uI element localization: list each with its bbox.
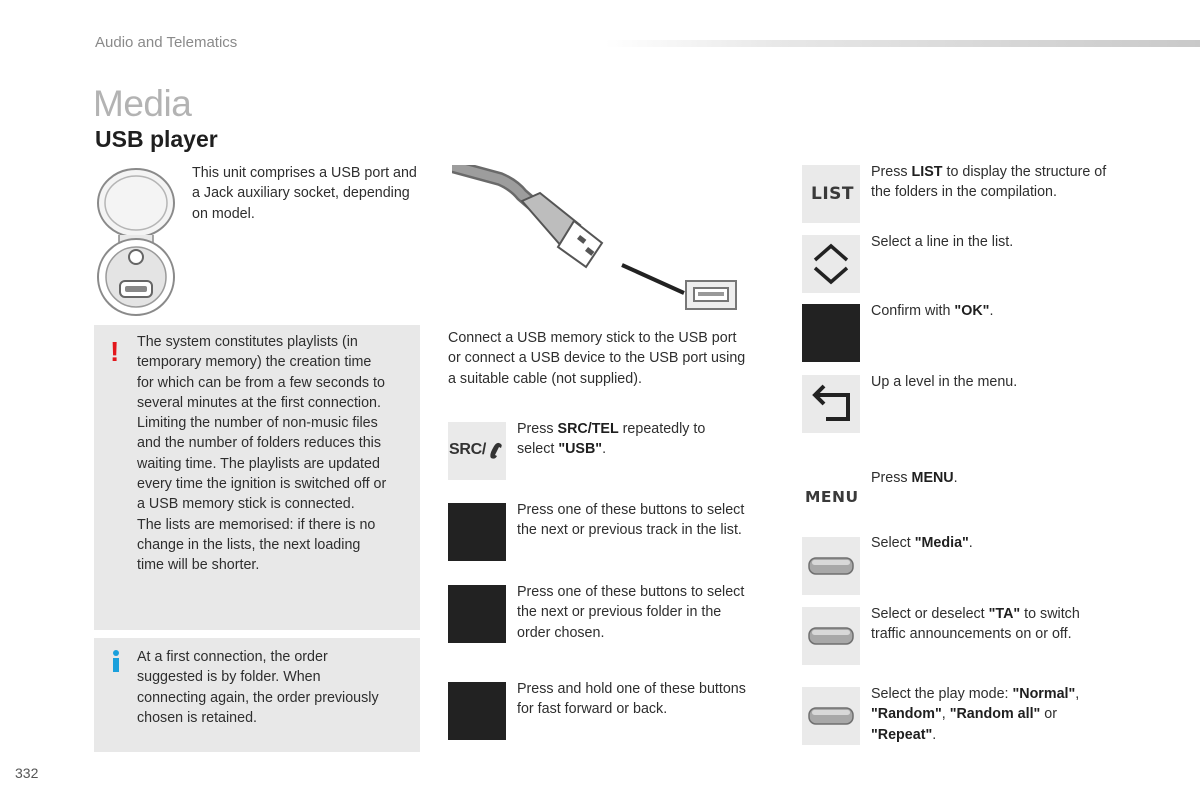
info-text: At a first connection, the order suggested is by folder. When connecting again, the order previously chosen is retained.: [137, 649, 379, 726]
menu-instruction: Press MENU.: [871, 470, 958, 486]
back-button[interactable]: [802, 375, 860, 433]
phone-handset-icon: [488, 441, 504, 461]
ok-button[interactable]: [802, 304, 860, 362]
media-softkey[interactable]: [802, 537, 860, 595]
menu-button[interactable]: MENU: [805, 488, 859, 506]
list-instruction: Press LIST to display the structure of the folders in the compilation.: [871, 164, 1107, 201]
header-gradient-bar: [605, 40, 1200, 47]
ta-softkey[interactable]: [802, 607, 860, 665]
play-mode-softkey[interactable]: [802, 687, 860, 745]
warning-panel: [94, 325, 420, 630]
track-instruction: Press one of these buttons to select the next or previous track in the list.: [517, 502, 745, 539]
back-arrow-icon: [810, 383, 852, 425]
page-number: 332: [15, 765, 39, 781]
play-mode-instruction: Select the play mode: "Normal", "Random", "Random all" or "Repeat".: [871, 686, 1080, 743]
up-down-arrows-icon: [811, 240, 851, 288]
folder-buttons[interactable]: [448, 585, 506, 643]
track-buttons[interactable]: [448, 503, 506, 561]
list-button[interactable]: LIST: [802, 165, 860, 223]
exclamation-icon: !: [110, 336, 120, 367]
warning-text: The system constitutes playlists (in temporary memory) the creation time for which can be from a few seconds to several minutes at the first connection. Limiting the number of non-music files and the number of folders reduces this waiting time. The playlists are updated every time the ignition is switched off or a USB memory stick is connected. The lists are memorised: if there is no change in the lists, the next loading time will be shorter.: [137, 334, 387, 574]
src-tel-button[interactable]: [448, 422, 506, 480]
confirm-instruction: Confirm with "OK".: [871, 303, 994, 319]
connect-text: Connect a USB memory stick to the USB port or connect a USB device to the USB port using a suitable cable (not supplied).: [448, 330, 746, 387]
page-title: Media: [93, 83, 192, 124]
up-level-instruction: Up a level in the menu.: [871, 374, 1018, 390]
ta-instruction: Select or deselect "TA" to switch traffic announcements on or off.: [871, 606, 1080, 643]
select-line-instruction: Select a line in the list.: [871, 234, 1014, 250]
softkey-icon: [808, 557, 854, 575]
media-instruction: Select "Media".: [871, 535, 973, 551]
section-header: Audio and Telematics: [95, 34, 238, 51]
hold-instruction: Press and hold one of these buttons for fast forward or back.: [517, 681, 746, 718]
usb-port-cover-illustration: [93, 165, 179, 317]
intro-text: This unit comprises a USB port and a Jack auxiliary socket, depending on model.: [192, 165, 417, 222]
src-button-label: SRC/: [449, 441, 487, 458]
softkey-icon: [808, 627, 854, 645]
softkey-icon: [808, 707, 854, 725]
info-icon: [110, 650, 122, 672]
src-instruction: Press SRC/TEL repeatedly to select "USB".: [517, 421, 706, 458]
usb-stick-illustration: [452, 165, 740, 315]
info-panel: [94, 638, 420, 752]
section-title: USB player: [95, 126, 218, 152]
up-down-arrow-buttons[interactable]: [802, 235, 860, 293]
folder-instruction: Press one of these buttons to select the next or previous folder in the order chosen.: [517, 584, 745, 641]
fast-forward-buttons[interactable]: [448, 682, 506, 740]
